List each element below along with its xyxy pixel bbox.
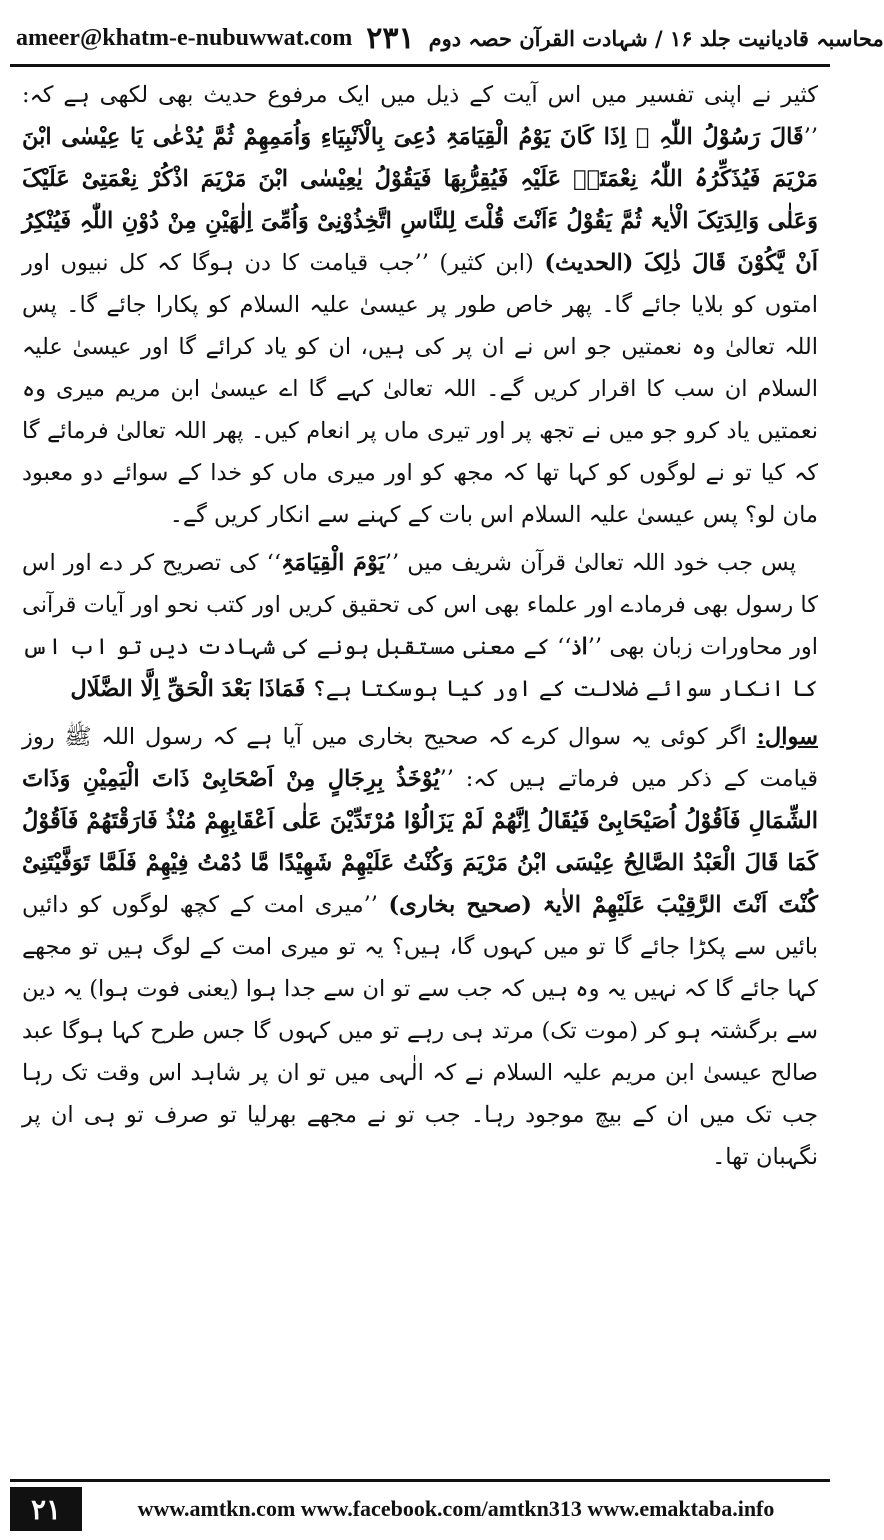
p2-text-b: ‘‘ کی تصریح کر دے اور اس کا رسول بھی فرمادے اور علماء بھی اس کی تحقیق کریں اور کتب نحو اور آیات قرآنی اور محاورات زبان بھی ’’ — [22, 550, 818, 660]
footer-rule — [10, 1479, 830, 1482]
page-body — [22, 74, 818, 1474]
p1-intro: کثیر نے اپنی تفسیر میں اس آیت کے ذیل میں ایک مرفوع حدیث بھی لکھی ہے کہ: ’’ — [22, 82, 818, 150]
p1-arabic-hadith: قَالَ رَسُوْلُ اللّٰہِ ﷺ اِذَا کَانَ یَوْمُ الْقِیَامَۃِ دُعِیَ بِالْاَنْبِیَاءِ وَاُمَمِھِمْ ثُمَّ یُدْعٰی یَا عِیْسٰی ابْنَ مَرْیَمَ فَیُذَکِّرُہُ اللّٰہُ نِعْمَتَہٗ عَلَیْہِ فَیُقِرُّبِھَا فَیَقُوْلُ یٰعِیْسٰی ابْنَ مَرْیَمَ اذْکُرْ نِعْمَتِیْ عَلَیْکَ وَعَلٰی وَالِدَتِکَ الْاٰیۃ ثُمَّ یَقُوْلُ ءَاَنْتَ قُلْتَ لِلنَّاسِ اتَّخِذُوْنِیْ وَاُمِّیَ اِلٰھَیْنِ مِنْ دُوْنِ اللّٰہِ فَیُنْکِرُ اَنْ یَّکُوْنَ قَالَ ذٰلِکَ — [22, 124, 819, 276]
paragraph-3 — [22, 716, 818, 1178]
p3-intro: اگر کوئی یہ سوال کرے کہ صحیح بخاری میں آیا ہے کہ رسول اللہ ﷺ روز قیامت کے ذکر میں فرماتے ہیں کہ: ’’ — [22, 724, 818, 792]
p3-arabic-hadith: یُوْخَذُ بِرِجَالٍ مِنْ اَصْحَابِیْ ذَاتَ الْیَمِیْنِ وَذَاتَ الشِّمَالِ فَاَقُوْلُ اُصَیْحَابِیْ فَیُقَالُ اِنَّھُمْ لَمْ یَزَالُوْا مُرْتَدِّیْنَ عَلٰی اَعْقَابِھِمْ مُنْذُ فَارَقْتَھُمْ فَاَقُوْلُ کَمَا قَالَ الْعَبْدُ الصَّالِحُ عِیْسَی ابْنُ مَرْیَمَ وَکُنْتُ عَلَیْھِمْ شَھِیْدًا مَّا دُمْتُ فِیْھِمْ فَلَمَّا تَوَفَّیْتَنِیْ کُنْتَ اَنْتَ الرَّقِیْبَ عَلَیْھِمْ الاٰیۃ — [22, 766, 819, 918]
p3-ref: (صحیح بخاری) — [388, 892, 532, 918]
page-footer — [10, 1486, 830, 1532]
p2-text-c: ‘‘ کے معنی مستقبل ہونے کی شہادت دیں تو اب اس کا انکار سوائے ضلالت کے اور کیا ہوسکتا ہے؟ — [22, 634, 818, 702]
p1-arabic-ref: (الحدیث) — [544, 250, 634, 276]
p2-term-yawm: یَوْمَ الْقِیَامَۃِ — [280, 550, 385, 576]
p2-term-idh: اذ — [571, 634, 588, 660]
footer-page-number: ۲۱ — [10, 1487, 82, 1531]
p3-translation: ’’میری امت کے کچھ لوگوں کو دائیں بائیں سے پکڑا جائے گا تو میں کہوں گا، ہیں؟ یہ تو میری امت کے لوگ ہیں تو مجھے کہا جائے گا کہ نہیں یہ وہ ہیں کہ جب سے تو ان سے جدا ہوا (یعنی فوت ہوا) یہ دین سے برگشتہ ہو کر (موت تک) مرتد ہی رہے تو میں کہوں گا جس طرح کہا ہوگا عبد صالح عیسیٰ ابن مریم علیہ السلام نے کہ الٰہی میں تو ان پر شاہد اس وقت تک رہا جب تک میں ان کے بیچ موجود رہا۔ جب تو نے مجھے بھرلیا تو صرف تو ہی ان پر نگہبان تھا۔ — [22, 892, 818, 1170]
question-label: سوال: — [756, 724, 819, 750]
header-rule — [10, 64, 830, 67]
p2-arabic-verse: فَمَاذَا بَعْدَ الْحَقِّ اِلَّا الضَّلَال — [70, 676, 306, 702]
header-book-title: محاسبہ قادیانیت جلد ۱۶ / شہادت القرآن حصہ دوم — [428, 25, 884, 51]
paragraph-1 — [22, 74, 818, 536]
p1-translation: ’’جب قیامت کا دن ہوگا کہ کل نبیوں اور امتوں کو بلایا جائے گا۔ پھر خاص طور پر عیسیٰ علیہ السلام کو پکارا جائے گا۔ پس اللہ تعالیٰ وہ نعمتیں جو اس نے ان پر کی ہیں، ان کو یاد کرائے گا اور عیسیٰ علیہ السلام ان سب کا اقرار کریں گے۔ اللہ تعالیٰ کہے گا اے عیسیٰ ابن مریم میری وہ نعمتیں یاد کرو جو میں نے تجھ پر اور تیری ماں پر انعام کیں۔ پھر اللہ تعالیٰ فرمائے گا کہ کیا تو نے لوگوں کو کہا تھا کہ مجھ کو اور میری ماں کو خدا کے سوائے دو معبود مان لو؟ پس عیسیٰ علیہ السلام اس بات کے کہنے سے انکار کریں گے۔ — [22, 250, 818, 528]
p1-ref: (ابن کثیر) — [439, 250, 534, 276]
paragraph-2 — [22, 542, 818, 710]
footer-links: www.amtkn.com www.facebook.com/amtkn313 www.emaktaba.info — [137, 1496, 775, 1521]
p2-text-a: پس جب خود اللہ تعالیٰ قرآن شریف میں ’’ — [384, 550, 796, 576]
page-header — [16, 14, 884, 62]
header-email: ameer@khatm-e-nubuwwat.com — [16, 24, 353, 51]
header-page-number: ۲۳۱ — [366, 20, 415, 56]
